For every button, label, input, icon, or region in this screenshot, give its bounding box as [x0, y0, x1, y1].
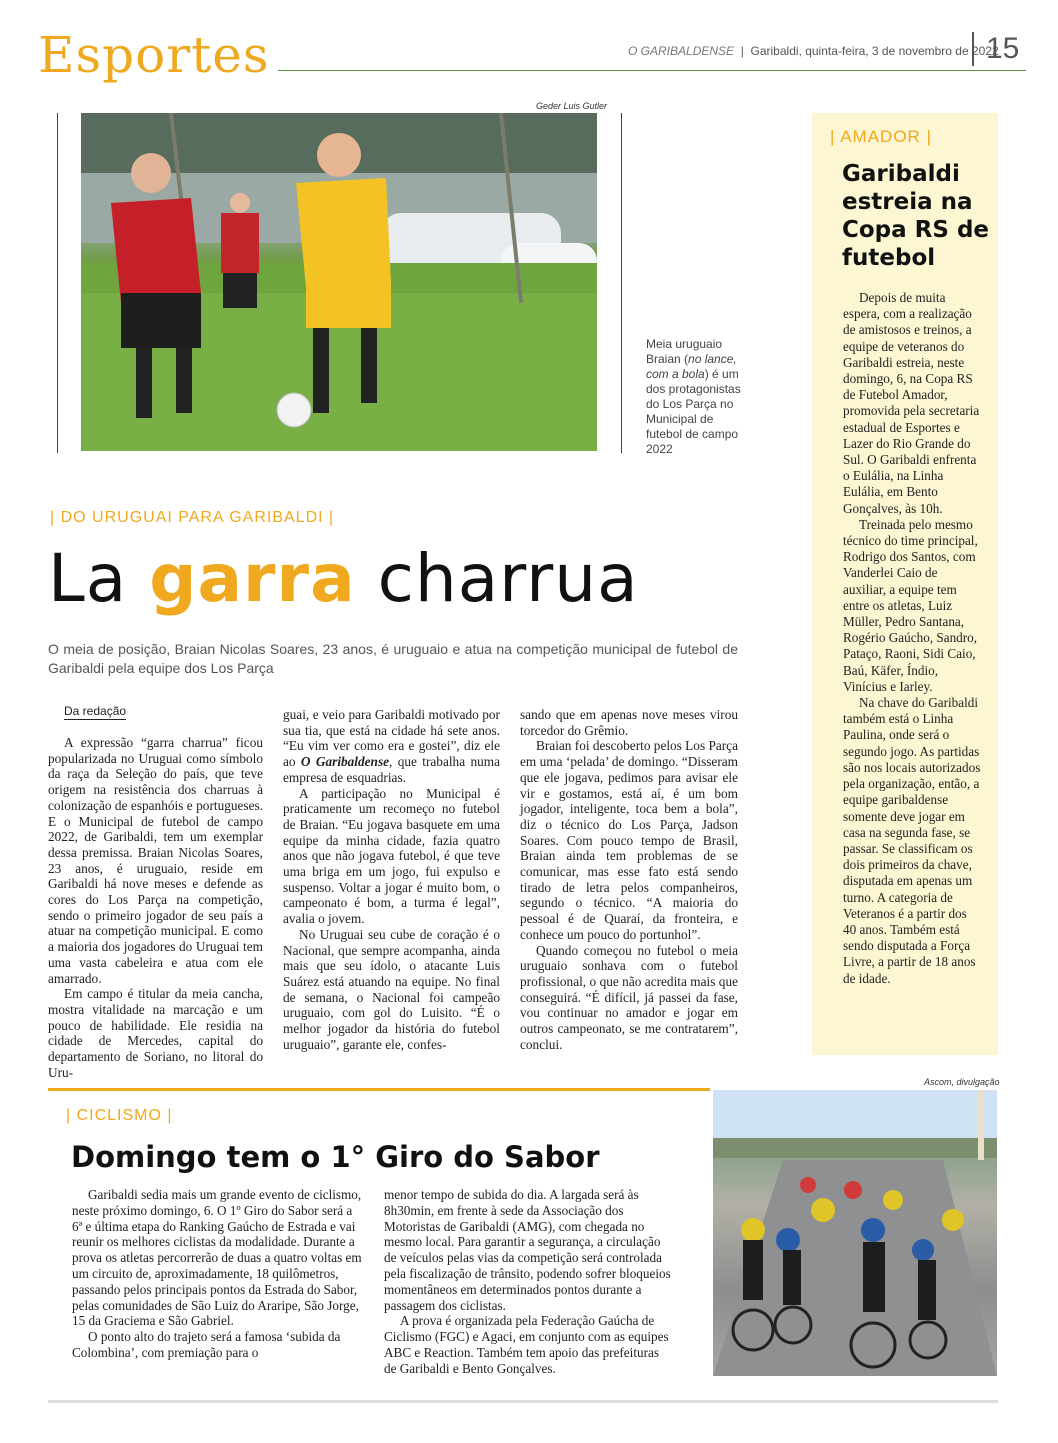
sidebar-kicker: | AMADOR | — [830, 127, 932, 146]
paragraph: O ponto alto do trajeto será a famosa ‘subida da Colombina’, com premiação para o — [72, 1329, 341, 1360]
soccer-photo-illustration — [81, 113, 597, 451]
paragraph: sando que em apenas nove meses virou torcedor do Grêmio. — [520, 707, 738, 738]
paragraph: Braian foi descoberto pelos Los Parça em uma ‘pelada’ de domingo. “Disseram que ele jogava, pedimos para avisar ele vir e gostamos, está aí, é um bom jogador, inteligente, toca bem a bola”, diz o técnico do Los Parça, Jadson Soares. Com pouco tempo de Brasil, Braian ainda tem problemas de se comunicar, mas esse fato está sendo tirado de letra pelos companheiros, segundo o técnico. “A maioria do pessoal é de Quaraí, da fronteira, e conhece um pouco do portunhol”. — [520, 738, 738, 942]
photo-caption — [646, 337, 746, 457]
story-column-2 — [283, 707, 500, 1052]
paragraph — [283, 707, 500, 786]
paragraph: A prova é organizada pela Federação Gaúcha de Ciclismo (FGC) e Agaci, em conjunto com as equipes ABC e Reaction. Também tem apoio das prefeituras de Garibaldi e Bento Gonçalves. — [384, 1313, 669, 1376]
sidebar-paragraph: Treinada pelo mesmo técnico do time principal, Rodrigo dos Santos, com Vanderlei Caio de auxiliar, a equipe tem entre os atletas, Luiz Müller, Pedro Santana, Rogério Gaúcho, Sandro, Pataço, Raoni, Sidi Caio, Baú, Käfer, Índio, Vinícius e Iarley. — [843, 516, 978, 694]
soccer-photo — [81, 113, 597, 451]
paragraph: A expressão “garra charrua” ficou popularizada no Uruguai como símbolo da raça da Seleção do país, que teve origem na resistência dos charruas à colonização de espanhóis e portugueses. E o Municipal de futebol de campo 2022, de Garibaldi, tem um exemplar dessa premissa. Braian Nicolas Soares, 23 anos, é uruguaio, reside em Garibaldi há nove meses e defende as cores do Los Parça na competição, sendo o primeiro jogador de seu país a atuar na competição municipal. E como a maioria dos jogadores do Uruguai tem uma vasta cabeleira e atua com ele amarrado. — [48, 735, 263, 986]
section-rule — [48, 1088, 710, 1091]
photo-frame-left — [57, 113, 58, 453]
headline-highlight: garra — [149, 540, 356, 617]
publication-name: O GARIBALDENSE — [628, 44, 735, 58]
sidebar-headline: Garibaldi estreia na Copa RS de futebol — [842, 161, 990, 271]
headline-part: La — [48, 540, 150, 617]
masthead — [628, 44, 999, 58]
photo-credit: Ascom, divulgação — [924, 1077, 1000, 1087]
sidebar-body — [843, 290, 981, 987]
paragraph: No Uruguai seu cube de coração é o Nacional, que sempre acompanha, ainda mais que seu ídolo, o atacante Luis Suárez está atuando na equipe. No final de semana, o Nacional foi campeão uruguaio, com gol do Luisito. “É o melhor jogador da história do futebol uruguaio”, garante ele, confes- — [283, 926, 500, 1052]
story-kicker: | DO URUGUAI PARA GARIBALDI | — [50, 509, 335, 526]
sidebar-paragraph: Depois de muita espera, com a realização de amistosos e treinos, a equipe de veteranos do Garibaldi estreia, neste domingo, 6, na Copa RS de Futebol Amador, promovida pela secretaria estadual de Esportes e Lazer do Rio Grande do Sul. O Garibaldi enfrenta o Eulália, na Linha Eulália, em Bento Gonçalves, às 10h. — [843, 290, 980, 516]
page-number: 15 — [972, 32, 1019, 66]
photo-credit: Geder Luis Gutler — [536, 101, 608, 111]
story-deck: O meia de posição, Braian Nicolas Soares, 23 anos, é uruguaio e atua na competição municipal de futebol de Garibaldi pela equipe dos Los Parça — [48, 641, 738, 676]
paragraph: Garibaldi sedia mais um grande evento de ciclismo, neste próximo domingo, 6. O 1º Giro do Sabor será a 6ª e última etapa do Ranking Gaúcho de Estrada e vai reunir os melhores ciclistas da modalidade. Durante a prova os atletas percorrerão de duas a quatro voltas em um circuito de, aproximadamente, 18 quilômetros, passando pelos principais pontos da Estrada do Sabor, pelas comunidades de São Luiz do Araripe, São Jorge, 15 da Graciema e São Gabriel. — [72, 1187, 362, 1329]
byline: Da redação — [64, 704, 127, 718]
story-column-3 — [520, 707, 738, 1052]
photo-frame-right — [621, 113, 622, 453]
cycling-column-1 — [72, 1187, 362, 1361]
caption-text-end: ) é um dos protagonistas do Los Parça no Municipal de futebol de campo 2022 — [646, 367, 741, 456]
paragraph: A participação no Municipal é praticamente um recomeço no futebol de Braian. “Eu jogava basquete em uma equipe da minha cidade, fazia quatro anos que não jogava futebol, é que teve uma briga em um jogo, fui expulso e suspenso. Voltar a jogar é muito bom, o campeonato é bom, a turma é legal”, avalia o jovem. — [283, 785, 500, 927]
paragraph-text-end: , que trabalha numa empresa de esquadrias. — [283, 754, 501, 785]
cycling-photo-illustration — [713, 1090, 997, 1376]
bottom-rule — [48, 1400, 998, 1403]
caption-text: Meia uruguaio Braian ( — [646, 337, 723, 366]
section-title: Esportes — [38, 26, 270, 84]
cycling-column-2 — [384, 1187, 674, 1377]
paragraph: menor tempo de subida do dia. A largada será às 8h30min, em frente à sede da Associação dos Motoristas de Garibaldi (AMG), com chegada no mesmo local. Para garantir a segurança, a circulação de veículos pelas vias da competição será controlada pela fiscalização de trânsito, podendo sofrer bloqueios momentâneos em determinados pontos durante a passagem dos ciclistas. — [384, 1187, 671, 1313]
newspaper-name: O Garibaldense — [300, 754, 390, 770]
headline-part: charrua — [355, 540, 639, 617]
story-column-1 — [48, 735, 263, 1080]
cycling-photo — [713, 1090, 997, 1376]
header-rule — [278, 70, 1026, 71]
cycling-headline: Domingo tem o 1° Giro do Sabor — [71, 1140, 600, 1174]
masthead-separator: | — [737, 44, 748, 58]
paragraph: Em campo é titular da meia cancha, mostra vitalidade na marcação e um pouco de habilidade. Ele residia na cidade de Mercedes, capital do departamento de Soriano, no litoral do Uru- — [48, 986, 263, 1080]
story-headline — [48, 540, 639, 617]
dateline: Garibaldi, quinta-feira, 3 de novembro de 2022 — [750, 44, 999, 58]
paragraph: Quando começou no futebol o meia uruguaio sonhava com o futebol profissional, o que não acredita mais que conseguirá. “É difícil, já passei da fase, vou continuar no amador e jogar em outros campeonato, se me contratarem”, conclui. — [520, 942, 738, 1052]
paragraph-text: guai, e veio para Garibaldi motivado por sua tia, que está na cidade há sete anos. “Eu vim ver como era e gostei”, diz ele ao — [283, 707, 500, 770]
cycling-kicker: | CICLISMO | — [66, 1107, 173, 1124]
sidebar-paragraph: Na chave do Garibaldi também está o Linha Paulina, onde será o segundo jogo. As partidas são nos locais autorizados pela organização, então, a equipe garibaldense somente deve jogar em casa na segunda fase, se passar. Se classificam os dois primeiros da chave, disputada em apenas um turno. A categoria de Veteranos é a partir dos 40 anos. Também está sendo disputada a Força Livre, a partir de 18 anos de idade. — [843, 695, 981, 986]
caption-italic: no lance, com a bola — [646, 352, 737, 381]
